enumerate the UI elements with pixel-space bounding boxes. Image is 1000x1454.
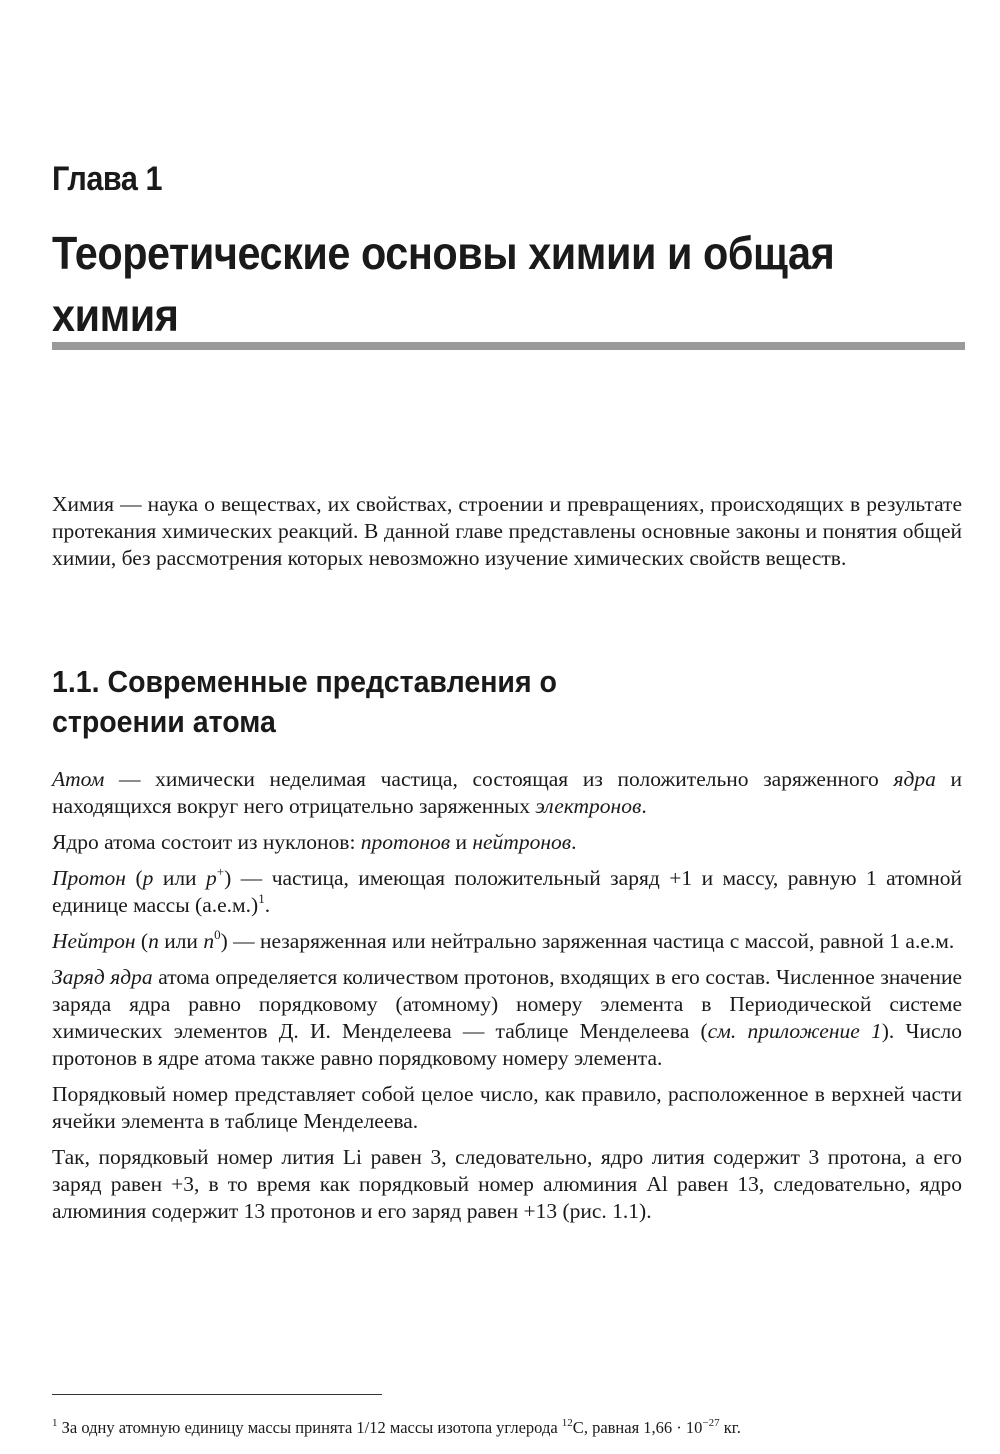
charge-text: ). Число протонов в ядре атома также равно порядковому номеру элемента. <box>52 1019 962 1070</box>
term-proton: Протон <box>52 866 126 890</box>
appendix-reference: см. приложение 1 <box>707 1019 882 1043</box>
term-protons: протонов <box>360 830 451 854</box>
neutron-charge-sup: 0 <box>214 927 221 942</box>
chapter-label: Глава 1 <box>52 160 163 198</box>
footnote-text: За одну атомную единицу массы принята 1/12 массы изотопа углерода <box>57 1418 562 1437</box>
footnote-mark: 1 <box>52 1417 58 1429</box>
footnote-text: кг. <box>719 1418 741 1437</box>
neutron-symbol-alt: n <box>203 929 215 953</box>
proton-symbol: p <box>142 866 154 890</box>
footnote-text: , равная 1,66 · 10 <box>583 1418 703 1437</box>
intro-paragraph: Химия — наука о веществах, их свойствах, строении и превращениях, происходящих в результате протекания химических реакций. В данной главе представлены основные законы и понятия общей химии, без рассмотрения которых невозможно изучение химических свойств веществ. <box>52 492 962 570</box>
term-nucleus: ядра <box>893 767 936 791</box>
title-rule <box>52 342 965 350</box>
nucleus-text: Ядро атома состоит из нуклонов: <box>52 830 361 854</box>
nuclear-charge-definition <box>52 964 962 1072</box>
exponent: −27 <box>702 1417 720 1429</box>
term-neutrons: нейтронов <box>472 830 572 854</box>
isotope-symbol: C <box>572 1418 584 1437</box>
nucleus-composition <box>52 829 962 856</box>
term-electrons: электронов <box>535 794 642 818</box>
footnote <box>52 1418 982 1438</box>
neutron-text: — незаряженная или нейтрально заряженная частица с массой, равной 1 а.е.м. <box>227 929 955 953</box>
section-body <box>52 766 962 1234</box>
nucleus-text: . <box>571 830 577 854</box>
neutron-definition <box>52 928 962 955</box>
ordinal-number-paragraph: Порядковый номер представляет собой целое число, как правило, расположенное в верхней части ячейки элемента в таблице Менделеева. <box>52 1082 962 1133</box>
proton-text: . <box>264 893 271 917</box>
neutron-symbol-text: ( <box>135 929 149 953</box>
atom-text: и находящихся вокруг него отрицательно заряженных <box>52 767 962 818</box>
proton-symbol-alt: p <box>206 866 217 890</box>
example-paragraph: Так, порядковый номер лития Li равен 3, следовательно, ядро лития содержит 3 протона, а его заряд равен +3, в то время как порядковый номер алюминия Al равен 13, следовательно, ядро алюминия содержит 13 протонов и его заряд равен +13 (рис. 1.1). <box>52 1145 962 1223</box>
term-nuclear-charge: Заряд ядра <box>52 965 153 989</box>
proton-charge-sup: + <box>216 864 225 879</box>
charge-text: атома определяется количеством протонов, входящих в его состав. Численное значение заряда ядра равно порядковому (атомному) номеру элемента в Периодической системе химических элементов Д. И. Менделеева — таблице Менделеева ( <box>52 965 962 1043</box>
footnote-rule <box>52 1394 382 1395</box>
section-title: 1.1. Современные представления о строении атома <box>52 664 557 739</box>
term-neutron: Нейтрон <box>52 929 136 953</box>
neutron-symbol: n <box>148 929 159 953</box>
proton-symbol-text: или <box>153 866 207 890</box>
proton-symbol-text: ) <box>224 866 232 890</box>
proton-symbol-text: ( <box>125 866 143 890</box>
proton-definition <box>52 865 962 919</box>
atom-definition <box>52 766 962 820</box>
atom-text: — химически неделимая частица, состоящая из положительно заряженного <box>104 767 894 791</box>
chapter-title: Теоретические основы химии и общая химия <box>52 227 835 341</box>
neutron-symbol-text: ) <box>220 929 228 953</box>
term-atom: Атом <box>52 767 105 791</box>
neutron-symbol-text: или <box>158 929 204 953</box>
atom-text: . <box>641 794 647 818</box>
footnote-reference: 1 <box>258 891 265 906</box>
proton-text: — частица, имеющая положительный заряд +1 и массу, равную 1 атомной единице массы (а.е.м.) <box>52 866 962 917</box>
isotope-mass-number: 12 <box>561 1417 573 1429</box>
nucleus-text: и <box>450 830 473 854</box>
